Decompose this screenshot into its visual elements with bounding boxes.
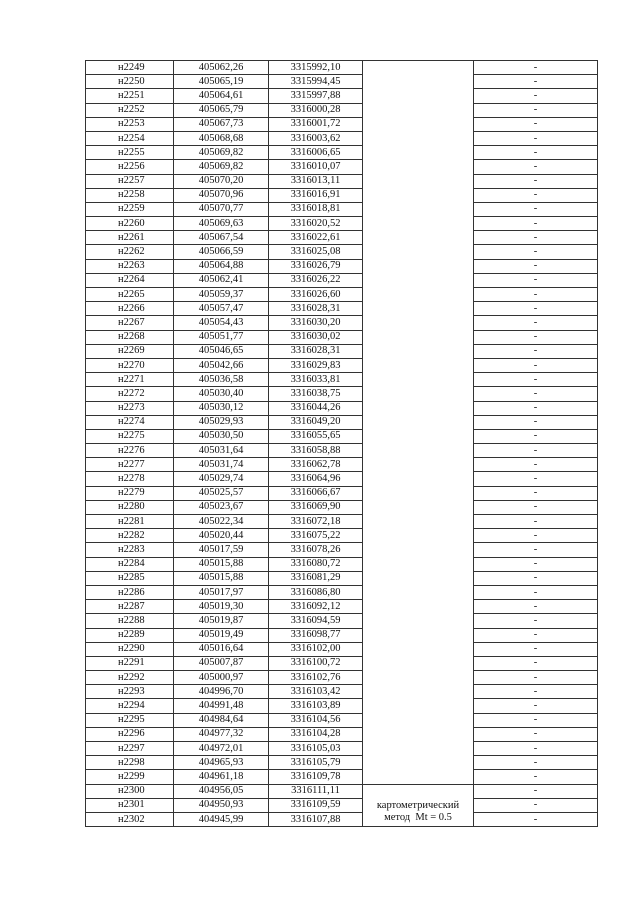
table-row (86, 61, 598, 75)
x-coordinate-cell: 405036,58 (174, 373, 269, 387)
x-coordinate-cell: 405062,26 (174, 61, 269, 75)
y-coordinate-cell: 3316058,88 (269, 444, 363, 458)
table-row (86, 103, 598, 117)
y-coordinate-cell: 3316001,72 (269, 117, 363, 131)
table-row (86, 742, 598, 756)
point-name-cell: н2283 (86, 543, 174, 557)
x-coordinate-cell: 405069,63 (174, 217, 269, 231)
table-row (86, 288, 598, 302)
x-coordinate-cell: 405065,79 (174, 103, 269, 117)
table-row (86, 756, 598, 770)
point-name-cell: н2272 (86, 387, 174, 401)
x-coordinate-cell: 405000,97 (174, 671, 269, 685)
method-line-1: картометрический (376, 800, 460, 812)
dash-cell: - (474, 117, 598, 131)
table-row (86, 202, 598, 216)
point-name-cell: н2294 (86, 699, 174, 713)
table-row (86, 812, 598, 826)
y-coordinate-cell: 3316030,02 (269, 330, 363, 344)
x-coordinate-cell: 404965,93 (174, 756, 269, 770)
point-name-cell: н2274 (86, 415, 174, 429)
x-coordinate-cell: 405025,57 (174, 486, 269, 500)
dash-cell: - (474, 543, 598, 557)
dash-cell: - (474, 160, 598, 174)
x-coordinate-cell: 405015,88 (174, 571, 269, 585)
y-coordinate-cell: 3316104,56 (269, 713, 363, 727)
table-row (86, 500, 598, 514)
x-coordinate-cell: 405067,54 (174, 231, 269, 245)
y-coordinate-cell: 3315992,10 (269, 61, 363, 75)
table-row (86, 89, 598, 103)
point-name-cell: н2250 (86, 75, 174, 89)
x-coordinate-cell: 405042,66 (174, 358, 269, 372)
point-name-cell: н2292 (86, 671, 174, 685)
table-row (86, 770, 598, 784)
table-row (86, 585, 598, 599)
point-name-cell: н2263 (86, 259, 174, 273)
x-coordinate-cell: 405054,43 (174, 316, 269, 330)
point-name-cell: н2266 (86, 302, 174, 316)
dash-cell: - (474, 231, 598, 245)
dash-cell: - (474, 146, 598, 160)
dash-cell: - (474, 812, 598, 826)
y-coordinate-cell: 3316102,00 (269, 642, 363, 656)
x-coordinate-cell: 405069,82 (174, 160, 269, 174)
point-name-cell: н2299 (86, 770, 174, 784)
x-coordinate-cell: 404961,18 (174, 770, 269, 784)
point-name-cell: н2257 (86, 174, 174, 188)
x-coordinate-cell: 405017,97 (174, 585, 269, 599)
point-name-cell: н2297 (86, 742, 174, 756)
point-name-cell: н2273 (86, 401, 174, 415)
table-row (86, 444, 598, 458)
x-coordinate-cell: 405019,30 (174, 600, 269, 614)
table-row (86, 671, 598, 685)
point-name-cell: н2300 (86, 784, 174, 798)
table-row (86, 699, 598, 713)
y-coordinate-cell: 3316105,79 (269, 756, 363, 770)
point-name-cell: н2287 (86, 600, 174, 614)
y-coordinate-cell: 3316069,90 (269, 500, 363, 514)
point-name-cell: н2267 (86, 316, 174, 330)
point-name-cell: н2291 (86, 656, 174, 670)
dash-cell: - (474, 500, 598, 514)
table-row (86, 429, 598, 443)
dash-cell: - (474, 486, 598, 500)
point-name-cell: н2293 (86, 685, 174, 699)
table-row (86, 75, 598, 89)
point-name-cell: н2252 (86, 103, 174, 117)
x-coordinate-cell: 405016,64 (174, 642, 269, 656)
point-name-cell: н2264 (86, 273, 174, 287)
y-coordinate-cell: 3316080,72 (269, 557, 363, 571)
y-coordinate-cell: 3316030,20 (269, 316, 363, 330)
dash-cell: - (474, 316, 598, 330)
y-coordinate-cell: 3316018,81 (269, 202, 363, 216)
dash-cell: - (474, 798, 598, 812)
dash-cell: - (474, 515, 598, 529)
x-coordinate-cell: 405062,41 (174, 273, 269, 287)
table-row (86, 231, 598, 245)
point-name-cell: н2256 (86, 160, 174, 174)
table-row (86, 727, 598, 741)
x-coordinate-cell: 405070,77 (174, 202, 269, 216)
x-coordinate-cell: 405046,65 (174, 344, 269, 358)
point-name-cell: н2265 (86, 288, 174, 302)
method-line-2: метод Mt = 0.5 (384, 812, 452, 824)
y-coordinate-cell: 3316064,96 (269, 472, 363, 486)
dash-cell: - (474, 174, 598, 188)
y-coordinate-cell: 3316072,18 (269, 515, 363, 529)
table-row (86, 656, 598, 670)
y-coordinate-cell: 3315994,45 (269, 75, 363, 89)
y-coordinate-cell: 3316055,65 (269, 429, 363, 443)
table-row (86, 217, 598, 231)
point-name-cell: н2282 (86, 529, 174, 543)
dash-cell: - (474, 784, 598, 798)
dash-cell: - (474, 727, 598, 741)
table-row (86, 798, 598, 812)
y-coordinate-cell: 3316025,08 (269, 245, 363, 259)
method-cell (363, 784, 474, 827)
y-coordinate-cell: 3316033,81 (269, 373, 363, 387)
y-coordinate-cell: 3316013,11 (269, 174, 363, 188)
table-row (86, 628, 598, 642)
x-coordinate-cell: 405020,44 (174, 529, 269, 543)
x-coordinate-cell: 405067,73 (174, 117, 269, 131)
point-name-cell: н2286 (86, 585, 174, 599)
table-row (86, 146, 598, 160)
point-name-cell: н2254 (86, 131, 174, 145)
dash-cell: - (474, 358, 598, 372)
point-name-cell: н2261 (86, 231, 174, 245)
dash-cell: - (474, 614, 598, 628)
table-row (86, 344, 598, 358)
x-coordinate-cell: 404950,93 (174, 798, 269, 812)
x-coordinate-cell: 404984,64 (174, 713, 269, 727)
x-coordinate-cell: 405022,34 (174, 515, 269, 529)
y-coordinate-cell: 3316026,22 (269, 273, 363, 287)
x-coordinate-cell: 405029,74 (174, 472, 269, 486)
dash-cell: - (474, 387, 598, 401)
dash-cell: - (474, 344, 598, 358)
dash-cell: - (474, 628, 598, 642)
x-coordinate-cell: 405065,19 (174, 75, 269, 89)
dash-cell: - (474, 273, 598, 287)
y-coordinate-cell: 3316098,77 (269, 628, 363, 642)
x-coordinate-cell: 405064,88 (174, 259, 269, 273)
table-row (86, 302, 598, 316)
y-coordinate-cell: 3316075,22 (269, 529, 363, 543)
y-coordinate-cell: 3316078,26 (269, 543, 363, 557)
point-name-cell: н2271 (86, 373, 174, 387)
dash-cell: - (474, 217, 598, 231)
dash-cell: - (474, 642, 598, 656)
table-row (86, 387, 598, 401)
x-coordinate-cell: 405023,67 (174, 500, 269, 514)
dash-cell: - (474, 585, 598, 599)
table-row (86, 557, 598, 571)
point-name-cell: н2255 (86, 146, 174, 160)
y-coordinate-cell: 3316038,75 (269, 387, 363, 401)
x-coordinate-cell: 405070,20 (174, 174, 269, 188)
coordinates-table (85, 60, 598, 827)
x-coordinate-cell: 404945,99 (174, 812, 269, 826)
point-name-cell: н2296 (86, 727, 174, 741)
point-name-cell: н2268 (86, 330, 174, 344)
table-row (86, 358, 598, 372)
table-row (86, 415, 598, 429)
point-name-cell: н2278 (86, 472, 174, 486)
point-name-cell: н2270 (86, 358, 174, 372)
dash-cell: - (474, 444, 598, 458)
table-row (86, 458, 598, 472)
x-coordinate-cell: 404956,05 (174, 784, 269, 798)
point-name-cell: н2279 (86, 486, 174, 500)
y-coordinate-cell: 3316000,28 (269, 103, 363, 117)
point-name-cell: н2253 (86, 117, 174, 131)
table-row (86, 529, 598, 543)
dash-cell: - (474, 671, 598, 685)
dash-cell: - (474, 131, 598, 145)
x-coordinate-cell: 405070,96 (174, 188, 269, 202)
x-coordinate-cell: 405064,61 (174, 89, 269, 103)
x-coordinate-cell: 404977,32 (174, 727, 269, 741)
dash-cell: - (474, 245, 598, 259)
dash-cell: - (474, 600, 598, 614)
dash-cell: - (474, 472, 598, 486)
x-coordinate-cell: 405015,88 (174, 557, 269, 571)
table-row (86, 685, 598, 699)
table-row (86, 571, 598, 585)
dash-cell: - (474, 415, 598, 429)
method-cell-empty (363, 61, 474, 785)
y-coordinate-cell: 3316107,88 (269, 812, 363, 826)
point-name-cell: н2289 (86, 628, 174, 642)
x-coordinate-cell: 405019,49 (174, 628, 269, 642)
table-row (86, 515, 598, 529)
dash-cell: - (474, 202, 598, 216)
y-coordinate-cell: 3316109,78 (269, 770, 363, 784)
y-coordinate-cell: 3316066,67 (269, 486, 363, 500)
y-coordinate-cell: 3316022,61 (269, 231, 363, 245)
x-coordinate-cell: 405030,12 (174, 401, 269, 415)
point-name-cell: н2280 (86, 500, 174, 514)
y-coordinate-cell: 3316081,29 (269, 571, 363, 585)
dash-cell: - (474, 259, 598, 273)
y-coordinate-cell: 3316010,07 (269, 160, 363, 174)
x-coordinate-cell: 404996,70 (174, 685, 269, 699)
table-row (86, 614, 598, 628)
y-coordinate-cell: 3316092,12 (269, 600, 363, 614)
table-row (86, 174, 598, 188)
dash-cell: - (474, 529, 598, 543)
x-coordinate-cell: 405031,64 (174, 444, 269, 458)
point-name-cell: н2284 (86, 557, 174, 571)
dash-cell: - (474, 188, 598, 202)
point-name-cell: н2262 (86, 245, 174, 259)
table-row (86, 784, 598, 798)
dash-cell: - (474, 571, 598, 585)
dash-cell: - (474, 742, 598, 756)
coordinates-table-body (86, 61, 598, 827)
x-coordinate-cell: 404991,48 (174, 699, 269, 713)
table-row (86, 117, 598, 131)
y-coordinate-cell: 3316016,91 (269, 188, 363, 202)
dash-cell: - (474, 401, 598, 415)
table-row (86, 330, 598, 344)
x-coordinate-cell: 405031,74 (174, 458, 269, 472)
y-coordinate-cell: 3316086,80 (269, 585, 363, 599)
dash-cell: - (474, 429, 598, 443)
y-coordinate-cell: 3316111,11 (269, 784, 363, 798)
y-coordinate-cell: 3316028,31 (269, 344, 363, 358)
dash-cell: - (474, 89, 598, 103)
point-name-cell: н2281 (86, 515, 174, 529)
dash-cell: - (474, 61, 598, 75)
y-coordinate-cell: 3316028,31 (269, 302, 363, 316)
x-coordinate-cell: 405066,59 (174, 245, 269, 259)
y-coordinate-cell: 3316103,89 (269, 699, 363, 713)
dash-cell: - (474, 75, 598, 89)
x-coordinate-cell: 405068,68 (174, 131, 269, 145)
y-coordinate-cell: 3316006,65 (269, 146, 363, 160)
table-row (86, 160, 598, 174)
dash-cell: - (474, 302, 598, 316)
point-name-cell: н2290 (86, 642, 174, 656)
x-coordinate-cell: 405030,50 (174, 429, 269, 443)
point-name-cell: н2259 (86, 202, 174, 216)
table-row (86, 401, 598, 415)
point-name-cell: н2288 (86, 614, 174, 628)
x-coordinate-cell: 405059,37 (174, 288, 269, 302)
dash-cell: - (474, 103, 598, 117)
dash-cell: - (474, 699, 598, 713)
point-name-cell: н2302 (86, 812, 174, 826)
x-coordinate-cell: 405057,47 (174, 302, 269, 316)
y-coordinate-cell: 3315997,88 (269, 89, 363, 103)
dash-cell: - (474, 458, 598, 472)
table-row (86, 373, 598, 387)
dash-cell: - (474, 373, 598, 387)
y-coordinate-cell: 3316103,42 (269, 685, 363, 699)
y-coordinate-cell: 3316029,83 (269, 358, 363, 372)
table-row (86, 273, 598, 287)
dash-cell: - (474, 656, 598, 670)
y-coordinate-cell: 3316062,78 (269, 458, 363, 472)
table-row (86, 713, 598, 727)
y-coordinate-cell: 3316105,03 (269, 742, 363, 756)
x-coordinate-cell: 405017,59 (174, 543, 269, 557)
table-row (86, 486, 598, 500)
y-coordinate-cell: 3316003,62 (269, 131, 363, 145)
dash-cell: - (474, 713, 598, 727)
x-coordinate-cell: 405019,87 (174, 614, 269, 628)
y-coordinate-cell: 3316026,60 (269, 288, 363, 302)
point-name-cell: н2249 (86, 61, 174, 75)
table-row (86, 600, 598, 614)
table-row (86, 245, 598, 259)
point-name-cell: н2295 (86, 713, 174, 727)
y-coordinate-cell: 3316020,52 (269, 217, 363, 231)
x-coordinate-cell: 405029,93 (174, 415, 269, 429)
point-name-cell: н2277 (86, 458, 174, 472)
table-row (86, 131, 598, 145)
y-coordinate-cell: 3316100,72 (269, 656, 363, 670)
dash-cell: - (474, 330, 598, 344)
point-name-cell: н2251 (86, 89, 174, 103)
dash-cell: - (474, 770, 598, 784)
point-name-cell: н2301 (86, 798, 174, 812)
dash-cell: - (474, 756, 598, 770)
point-name-cell: н2269 (86, 344, 174, 358)
x-coordinate-cell: 404972,01 (174, 742, 269, 756)
table-row (86, 472, 598, 486)
table-row (86, 642, 598, 656)
x-coordinate-cell: 405007,87 (174, 656, 269, 670)
dash-cell: - (474, 557, 598, 571)
y-coordinate-cell: 3316026,79 (269, 259, 363, 273)
y-coordinate-cell: 3316102,76 (269, 671, 363, 685)
table-row (86, 316, 598, 330)
point-name-cell: н2276 (86, 444, 174, 458)
y-coordinate-cell: 3316109,59 (269, 798, 363, 812)
point-name-cell: н2275 (86, 429, 174, 443)
y-coordinate-cell: 3316044,26 (269, 401, 363, 415)
x-coordinate-cell: 405069,82 (174, 146, 269, 160)
table-row (86, 543, 598, 557)
point-name-cell: н2260 (86, 217, 174, 231)
y-coordinate-cell: 3316094,59 (269, 614, 363, 628)
y-coordinate-cell: 3316104,28 (269, 727, 363, 741)
x-coordinate-cell: 405051,77 (174, 330, 269, 344)
point-name-cell: н2258 (86, 188, 174, 202)
point-name-cell: н2298 (86, 756, 174, 770)
y-coordinate-cell: 3316049,20 (269, 415, 363, 429)
point-name-cell: н2285 (86, 571, 174, 585)
table-row (86, 259, 598, 273)
x-coordinate-cell: 405030,40 (174, 387, 269, 401)
table-row (86, 188, 598, 202)
dash-cell: - (474, 288, 598, 302)
dash-cell: - (474, 685, 598, 699)
